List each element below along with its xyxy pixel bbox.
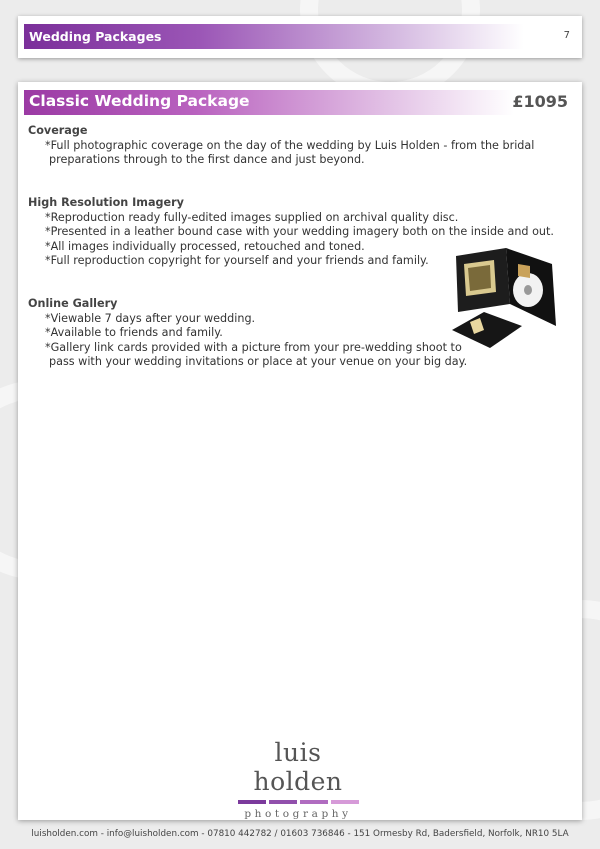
section-title: Wedding Packages <box>29 29 162 44</box>
coverage-section <box>28 124 534 168</box>
page-number: 7 <box>563 30 570 41</box>
list-item-text: preparations through to the first dance and just beyond. <box>49 153 365 166</box>
header-bar <box>24 24 524 49</box>
list-item: *All images individually processed, retouched and toned. <box>45 239 365 253</box>
section-heading: Coverage <box>28 124 88 137</box>
logo-name: luis holden <box>253 738 343 796</box>
section-heading: Online Gallery <box>28 297 118 310</box>
package-title: Classic Wedding Package <box>29 92 250 110</box>
list-item: *Available to friends and family. <box>45 326 223 339</box>
footer-contact: luisholden.com - info@luisholden.com - 07810 442782 / 01603 736846 - 151 Ormesby Rd, Badersfield, Norfolk, NR10 5LA <box>31 829 569 839</box>
package-card <box>18 82 582 820</box>
package-price: £1095 <box>512 92 568 111</box>
list-item-text: *Full photographic coverage on the day of the wedding by Luis Holden - from the bridal <box>45 138 535 152</box>
list-item: *Presented in a leather bound case with your wedding imagery both on the inside and out. <box>45 225 554 238</box>
section-heading: High Resolution Imagery <box>28 196 184 209</box>
list-item-text: *Gallery link cards provided with a picture from your pre-wedding shoot to <box>45 340 462 354</box>
leather-dvd-case-icon <box>450 242 568 354</box>
logo-subtitle: photography <box>244 808 352 820</box>
package-title-bar <box>24 90 514 115</box>
list-item: *Full reproduction copyright for yourself and your friends and family. <box>45 254 429 267</box>
page-header <box>18 16 582 58</box>
list-item: *Viewable 7 days after your wedding. <box>45 311 256 325</box>
list-item: *Reproduction ready fully-edited images supplied on archival quality disc. <box>45 210 459 224</box>
list-item <box>28 341 467 370</box>
gallery-section <box>28 297 467 370</box>
list-item <box>28 139 534 168</box>
brand-logo <box>236 738 360 820</box>
logo-stripes <box>236 800 360 804</box>
list-item-text: pass with your wedding invitations or place at your venue on your big day. <box>49 355 468 368</box>
